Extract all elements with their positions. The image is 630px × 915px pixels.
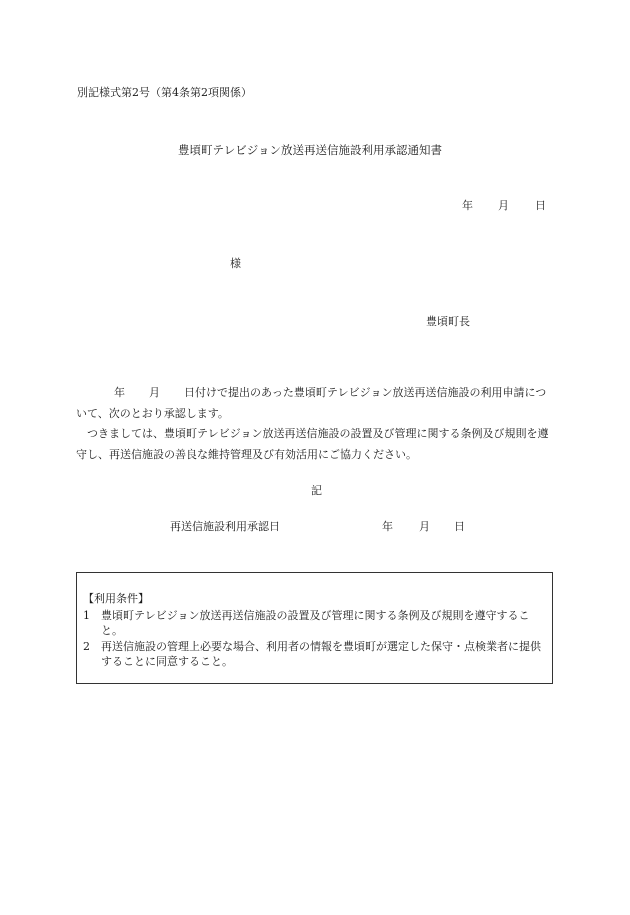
issuer: 豊頃町長 xyxy=(426,315,470,328)
para1-text: 日付けで提出のあった豊頃町テレビジョン放送再送信施設の利用申請について、次のとおり承認します。 xyxy=(76,386,547,420)
condition-number: 2 xyxy=(83,639,90,653)
date-year: 年 xyxy=(462,199,473,212)
approval-year: 年 xyxy=(382,520,393,533)
conditions-heading: 【利用条件】 xyxy=(83,592,149,605)
conditions-box xyxy=(76,572,553,684)
form-reference: 別記様式第2号（第4条第2項関係） xyxy=(77,86,252,99)
condition-text: 再送信施設の管理上必要な場合、利用者の情報を豊頃町が選定した保守・点検業者に提供することに同意すること。 xyxy=(101,639,541,668)
body-paragraph-1 xyxy=(76,383,556,424)
approval-day: 日 xyxy=(454,520,465,533)
addressee-suffix: 様 xyxy=(230,257,241,270)
date-day: 日 xyxy=(535,199,546,212)
approval-month: 月 xyxy=(419,520,430,533)
condition-item xyxy=(83,608,546,639)
issue-date xyxy=(462,197,546,213)
condition-text: 豊頃町テレビジョン放送再送信施設の設置及び管理に関する条例及び規則を遵守すること。 xyxy=(101,608,530,637)
para1-year: 年 xyxy=(114,386,125,399)
date-month: 月 xyxy=(498,199,509,212)
para1-month: 月 xyxy=(149,386,160,399)
condition-item xyxy=(83,639,546,670)
approval-label: 再送信施設利用承認日 xyxy=(170,520,280,533)
body-paragraph-2: つきましては、豊頃町テレビジョン放送再送信施設の設置及び管理に関する条例及び規則を遵守し、再送信施設の善良な維持管理及び有効活用にご協力ください。 xyxy=(76,427,549,461)
approval-date-row xyxy=(170,518,465,534)
ki-heading: 記 xyxy=(311,484,322,497)
document-title: 豊頃町テレビジョン放送再送信施設利用承認通知書 xyxy=(178,143,443,157)
condition-number: 1 xyxy=(83,608,90,622)
